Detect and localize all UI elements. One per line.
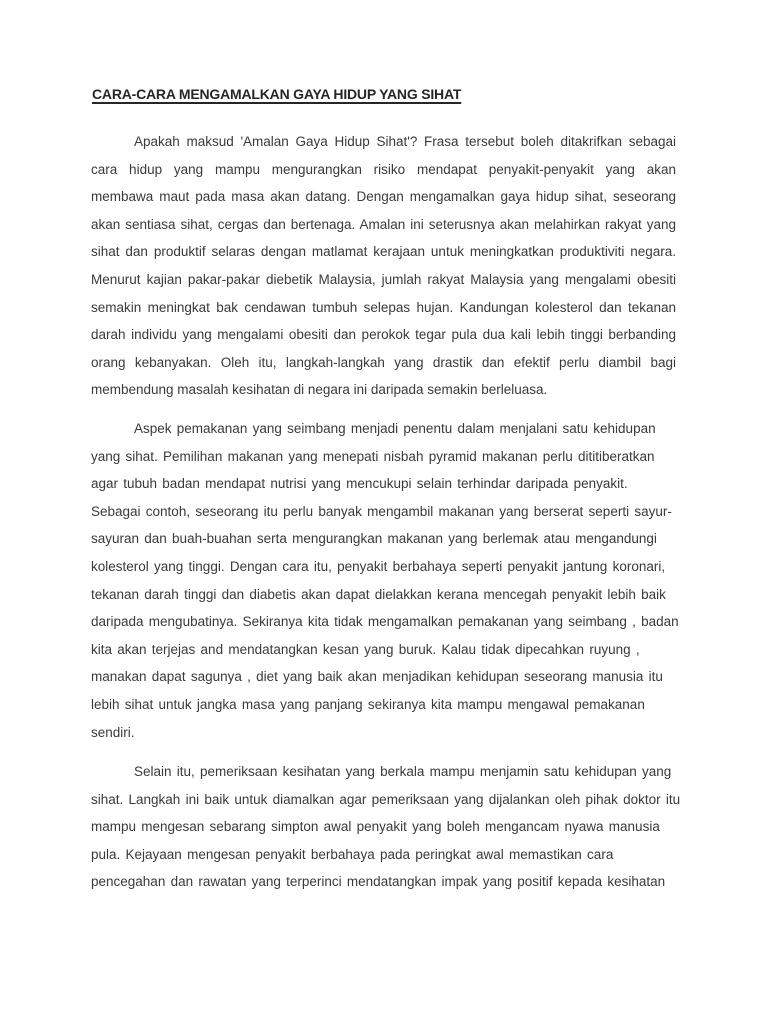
text-line: darah individu yang mengalami obesiti dan perokok tegar pula dua kali lebih tinggi berbanding	[91, 327, 676, 343]
text-line: semakin meningkat bak cendawan tumbuh selepas hujan. Kandungan kolesterol dan tekanan	[91, 299, 676, 315]
text-line: orang kebanyakan. Oleh itu, langkah-langkah yang drastik dan efektif perlu diambil bagi	[91, 354, 676, 370]
text-line: sendiri.	[91, 724, 135, 740]
text-line: membawa maut pada masa akan datang. Dengan mengamalkan gaya hidup sihat, seseorang	[91, 189, 676, 205]
text-line: lebih sihat untuk jangka masa yang panjang sekiranya kita mampu mengawal pemakanan	[91, 696, 645, 712]
paragraph-3	[91, 758, 681, 896]
paragraph-1	[91, 128, 676, 404]
essay-title: CARA-CARA MENGAMALKAN GAYA HIDUP YANG SIHAT	[92, 86, 462, 102]
text-line: pula. Kejayaan mengesan penyakit berbahaya pada peringkat awal memastikan cara	[91, 846, 614, 862]
text-line: daripada mengubatinya. Sekiranya kita tidak mengamalkan pemakanan yang seimbang , badan	[91, 614, 679, 630]
text-line: Sebagai contoh, seseorang itu perlu banyak mengambil makanan yang berserat seperti sayur-	[91, 503, 672, 519]
text-line: membendung masalah kesihatan di negara ini daripada semakin berleluasa.	[91, 382, 548, 398]
text-line: manakan dapat sagunya , diet yang baik akan menjadikan kehidupan seseorang manusia itu	[91, 669, 663, 685]
text-line: Apakah maksud 'Amalan Gaya Hidup Sihat'? Frasa tersebut boleh ditakrifkan sebagai	[134, 134, 676, 149]
text-line: yang sihat. Pemilihan makanan yang menepati nisbah pyramid makanan perlu dititiberatkan	[91, 448, 655, 464]
text-line: sihat. Langkah ini baik untuk diamalkan agar pemeriksaan yang dijalankan oleh pihak doktor itu	[91, 791, 681, 807]
text-line: akan sentiasa sihat, cergas dan bertenaga. Amalan ini seterusnya akan melahirkan rakyat yang	[91, 216, 676, 232]
text-line: Menurut kajian pakar-pakar diebetik Malaysia, jumlah rakyat Malaysia yang mengalami obesiti	[91, 271, 676, 287]
text-line: agar tubuh badan mendapat nutrisi yang mencukupi selain terhindar daripada penyakit.	[91, 476, 628, 492]
text-line: Selain itu, pemeriksaan kesihatan yang berkala mampu menjamin satu kehidupan yang	[134, 764, 672, 779]
text-line: kolesterol yang tinggi. Dengan cara itu, penyakit berbahaya seperti penyakit jantung koronari,	[91, 558, 666, 574]
text-line: cara hidup yang mampu mengurangkan risiko mendapat penyakit-penyakit yang akan	[91, 161, 676, 177]
text-line: kita akan terjejas and mendatangkan kesan yang buruk. Kalau tidak dipecahkan ruyung ,	[91, 641, 640, 657]
text-line: sihat dan produktif selaras dengan matlamat kerajaan untuk meningkatkan produktiviti negara.	[91, 244, 676, 260]
text-line: mampu mengesan sebarang simpton awal penyakit yang boleh mengancam nyawa manusia	[91, 819, 660, 835]
text-line: tekanan darah tinggi dan diabetis akan dapat dielakkan kerana mencegah penyakit lebih baik	[91, 586, 666, 602]
text-line: pencegahan dan rawatan yang terperinci mendatangkan impak yang positif kepada kesihatan	[91, 874, 666, 890]
text-line: sayuran dan buah-buahan serta mengurangkan makanan yang berlemak atau mengandungi	[91, 531, 657, 547]
paragraph-2	[91, 415, 679, 746]
text-line: Aspek pemakanan yang seimbang menjadi penentu dalam menjalani satu kehidupan	[134, 421, 656, 436]
